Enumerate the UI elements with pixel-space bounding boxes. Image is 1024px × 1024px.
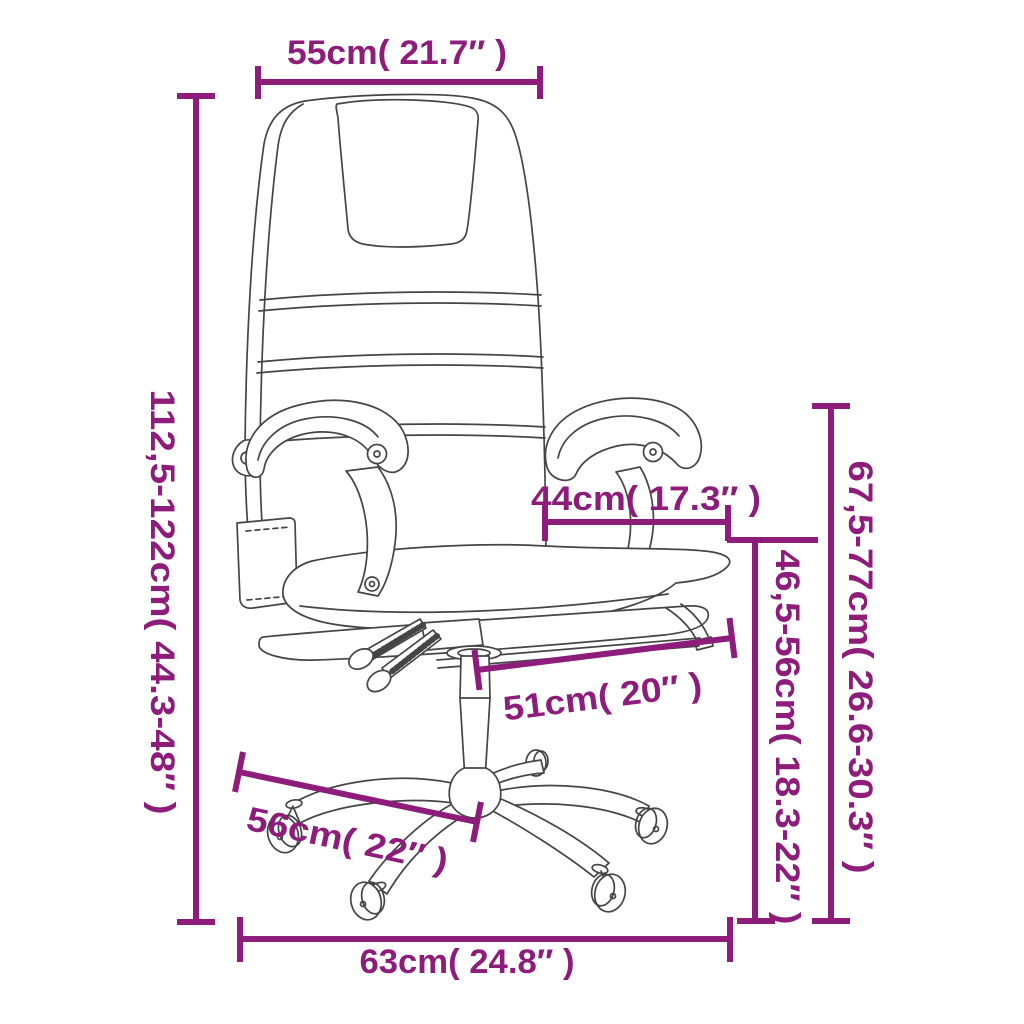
caster-front-left: [347, 879, 388, 923]
dim-line-overall-height: [177, 96, 215, 922]
dim-label-seat-depth: 51cm( 20″ ): [501, 667, 687, 729]
base-hub: [449, 768, 501, 818]
caster-right: [632, 805, 671, 847]
dim-label-base-depth: 56cm( 22″ ): [243, 800, 430, 876]
dim-label-overall-height: 112,5-122cm( 44.3-48″ ): [143, 389, 181, 764]
dim-label-base-width: 63cm( 24.8″ ): [359, 943, 575, 981]
caster-front-right: [588, 863, 629, 915]
chair-headrest: [336, 100, 478, 247]
dim-label-top-width: 55cm( 21.7″ ): [287, 34, 507, 72]
dim-label-armrest-span: 44cm( 17.3″ ): [531, 480, 761, 518]
dim-label-seat-height: 46,5-56cm( 18.3-22″ ): [768, 549, 806, 888]
dim-label-backrest-height: 67,5-77cm( 26.6-30.3″ ): [841, 460, 879, 827]
